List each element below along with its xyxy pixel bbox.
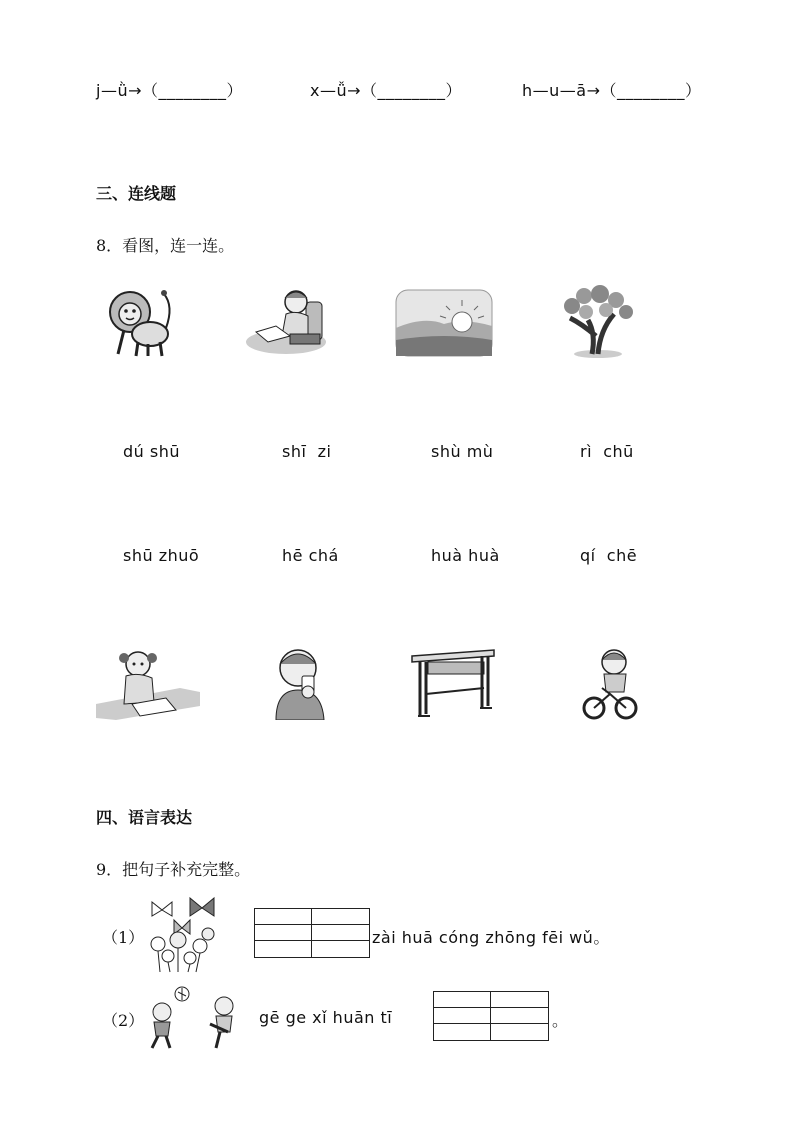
- item-2-label: （2）: [102, 1011, 145, 1030]
- question-9: 9．把句子补充完整。: [96, 860, 251, 879]
- item-2-text: gē ge xǐ huān tī: [259, 1008, 393, 1027]
- butterflies-flowers-picture: [144, 894, 224, 974]
- boy-reading-picture: [242, 284, 328, 360]
- boys-kicking-ball-picture: [146, 986, 242, 1052]
- answer-grid-1[interactable]: [254, 908, 370, 958]
- question-8: 8．看图，连一连。: [96, 236, 235, 255]
- girl-drawing-picture: [96, 644, 200, 720]
- answer-grid-2[interactable]: [433, 991, 549, 1041]
- pinyin-ri-chu: rì chū: [580, 442, 634, 461]
- desk-picture: [408, 646, 498, 720]
- item-1-label: （1）: [102, 928, 145, 947]
- pinyin-hua-hua: huà huà: [431, 546, 500, 565]
- girl-riding-bike-picture: [582, 646, 638, 720]
- pinyin-he-cha: hē chá: [282, 546, 339, 565]
- section-3-title: 三、连线题: [96, 184, 177, 203]
- pinyin-qi-che: qí chē: [580, 546, 638, 565]
- item-2-end: 。: [552, 1011, 569, 1030]
- pinyin-shi-zi: shī zi: [282, 442, 332, 461]
- boy-drinking-tea-picture: [268, 644, 332, 720]
- pinyin-du-shu: dú shū: [123, 442, 180, 461]
- sunrise-picture: [394, 288, 494, 358]
- pinyin-blank-3: h—u—ā→（________）: [522, 81, 702, 100]
- item-1-text: zài huā cóng zhōng fēi wǔ。: [372, 928, 610, 947]
- pinyin-blank-2: x—ǚ→（________）: [310, 81, 463, 100]
- pinyin-shu-zhuo: shū zhuō: [123, 546, 200, 565]
- tree-picture: [558, 284, 636, 360]
- section-4-title: 四、语言表达: [96, 808, 193, 827]
- pinyin-shu-mu: shù mù: [431, 442, 494, 461]
- lion-picture: [104, 286, 176, 360]
- pinyin-blank-1: j—ǜ→（________）: [96, 81, 243, 100]
